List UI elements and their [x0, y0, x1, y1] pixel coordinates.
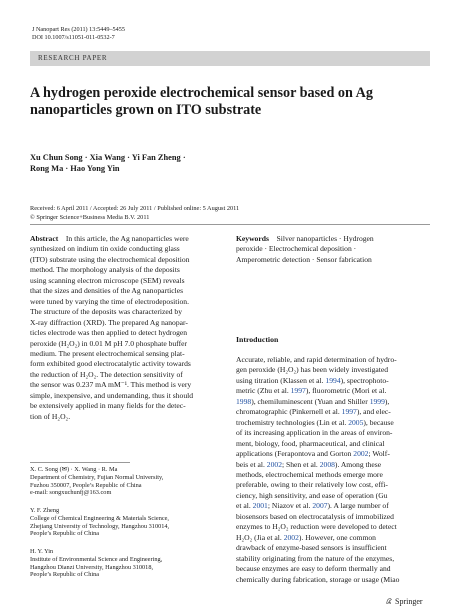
text-run: ; Niazov et al. — [267, 501, 313, 511]
introduction-line — [236, 428, 399, 438]
publisher-footer — [385, 597, 423, 606]
introduction-line — [236, 554, 399, 564]
abstract-line: peroxide (H₂O₂) in 0.01 M pH 7.0 phosphate buffer — [30, 338, 187, 348]
section-heading-introduction: Introduction — [236, 335, 279, 344]
text-run: ), fluorometric (Mori et al. — [305, 386, 387, 396]
citation-year: 2002 — [266, 459, 282, 469]
introduction-body — [236, 355, 399, 585]
affiliation-line: Zhejiang University of Technology, Hangzhou 310014, — [30, 522, 170, 530]
abstract-line: The structure of the deposits was characterized by — [30, 307, 183, 317]
header-divider — [30, 224, 430, 225]
affiliation-line: Y. F. Zheng — [30, 507, 60, 514]
abstract-line: the reduction of H₂O₂. The detection sensitivity of — [30, 369, 183, 379]
text-run: trochemistry technologies (Lin et al. — [236, 417, 349, 427]
text-run: gen peroxide (H₂O₂) has been widely investigated — [236, 365, 389, 375]
introduction-line — [236, 543, 399, 553]
text-run: ), — [384, 396, 390, 406]
introduction-line — [236, 512, 399, 522]
doi: DOI 10.1007/s11051-011-0532-7 — [32, 34, 115, 42]
authors-line-1: Xu Chun Song · Xia Wang · Yi Fan Zheng · — [30, 153, 186, 162]
article-type-label: RESEARCH PAPER — [38, 54, 108, 62]
affiliation-block — [30, 466, 163, 497]
affiliation-line: College of Chemical Engineering & Materials Science, — [30, 514, 170, 522]
introduction-line — [236, 386, 399, 396]
title-line-2: nanoparticles grown on ITO substrate — [30, 101, 262, 118]
affiliation-line: e-mail: songxuchunfj@163.com — [30, 489, 112, 497]
introduction-line — [236, 439, 399, 449]
text-run: biosensors based on electrocatalysis of immobilized — [236, 511, 394, 521]
affiliation-line: X. C. Song (✉) · X. Wang · R. Ma — [30, 466, 118, 473]
affiliation-line: Department of Chemistry, Fujian Normal University, — [30, 473, 164, 481]
title-line-1: A hydrogen peroxide electrochemical sensor based on Ag — [30, 85, 373, 101]
copyright: © Springer Science+Business Media B.V. 2011 — [30, 213, 150, 221]
keywords-line — [236, 234, 430, 244]
citation-year: 2002 — [353, 449, 369, 459]
text-run: because enzymes are easy to deform thermally and — [236, 564, 391, 574]
text-run: methods, electrochemical methods emerge more — [236, 469, 383, 479]
text-run: ), because — [363, 417, 394, 427]
abstract-line: simple, inexpensive, and undemanding, thus it should — [30, 390, 194, 400]
text-run: et al. — [236, 501, 253, 511]
affiliation-line: Institute of Environmental Science and Engineering, — [30, 555, 163, 563]
text-run: applications (Ferapontova and Gorton — [236, 449, 354, 459]
text-run: Accurate, reliable, and rapid determination of hydro- — [236, 355, 397, 364]
citation-year: 1997 — [341, 407, 357, 417]
left-column — [30, 234, 226, 422]
text-run: H₂O₂ (Jia et al. — [236, 532, 284, 542]
keywords-line: Amperometric detection · Sensor fabrication — [236, 254, 372, 264]
abstract-line: using scanning electron microscope (SEM) reveals — [30, 275, 185, 285]
introduction-line — [236, 470, 399, 480]
paper-title — [30, 85, 430, 118]
citation-year: 1994 — [325, 375, 341, 385]
abstract-line: the sensor was 0.237 mA mM⁻¹. This method is very — [30, 380, 192, 390]
affiliation-line: People’s Republic of China — [30, 571, 100, 579]
abstract-label: Abstract — [30, 234, 59, 243]
text-run: stability originating from the nature of the enzymes, — [236, 553, 395, 563]
abstract-line: were tuned by varying the time of electrodeposition. — [30, 296, 189, 306]
abstract-line: (ITO) substrate using the electrochemical deposition — [30, 254, 190, 264]
abstract-line: X-ray diffraction (XRD). The prepared Ag nanopar- — [30, 317, 188, 327]
authors-line-2: Rong Ma · Hao Yong Yin — [30, 164, 120, 173]
citation-year: 1999 — [369, 396, 385, 406]
text-run: chemically during fabrication, storage or usage (Miao — [236, 574, 400, 584]
text-run: ; Wolf- — [368, 449, 390, 459]
affiliation-line: H. Y. Yin — [30, 548, 54, 555]
right-column — [236, 234, 430, 265]
text-run: enzymes to H₂O₂ reduction were developed to detect — [236, 522, 397, 532]
text-run: ), spectrophoto- — [340, 375, 389, 385]
abstract-line: tion of H₂O₂. — [30, 411, 71, 421]
citation-year: 2007 — [312, 501, 328, 511]
affiliation-line: People’s Republic of China — [30, 530, 100, 538]
text-run: ment, biology, food, pharmaceutical, and clinical — [236, 438, 385, 448]
citation-year: 1998 — [236, 396, 252, 406]
publisher-name: Springer — [395, 597, 423, 606]
text-run: chromatographic (Pinkernell et al. — [236, 407, 342, 417]
keywords — [236, 234, 430, 265]
text-run: beis et al. — [236, 459, 267, 469]
abstract-line: form exhibited good electrocatalytic activity towards — [30, 359, 191, 369]
affiliation-divider — [30, 462, 130, 463]
text-run: ), chemiluminescent (Yuan and Shiller — [251, 396, 370, 406]
introduction-line — [236, 522, 399, 532]
journal-citation: J Nanopart Res (2011) 13:5449–5455 — [32, 26, 125, 33]
introduction-line — [236, 376, 399, 386]
affiliation-block — [30, 507, 169, 538]
affiliation-line: Fuzhou 350007, People’s Republic of China — [30, 481, 142, 489]
text-run: metric (Zhu et al. — [236, 386, 291, 396]
introduction-line — [236, 575, 399, 585]
abstract — [30, 234, 226, 422]
introduction-line — [236, 355, 399, 365]
author-list — [30, 152, 186, 174]
keywords-label: Keywords — [236, 234, 269, 243]
abstract-line: that the sizes and densities of the Ag nanoparticles — [30, 286, 184, 296]
text-run: preferable, owing to their relatively low cost, effi- — [236, 480, 388, 490]
publication-history — [30, 205, 239, 222]
introduction-line — [236, 449, 399, 459]
dates: Received: 6 April 2011 / Accepted: 26 July 2011 / Published online: 5 August 2011 — [30, 205, 240, 212]
citation-year: 2001 — [252, 501, 268, 511]
keywords-line: peroxide · Electrochemical deposition · — [236, 244, 357, 254]
introduction-line — [236, 407, 399, 417]
introduction-line — [236, 397, 399, 407]
text-run: ciency, high sensitivity, and ease of operation (Gu — [236, 490, 388, 500]
abstract-line: method. The morphology analysis of the deposits — [30, 265, 180, 275]
introduction-line — [236, 365, 399, 375]
abstract-line: medium. The present electrochemical sensing plat- — [30, 348, 185, 358]
introduction-line — [236, 564, 399, 574]
citation-year: 1997 — [290, 386, 306, 396]
introduction-line — [236, 480, 399, 490]
journal-header — [32, 26, 125, 43]
abstract-line — [30, 234, 226, 244]
introduction-line — [236, 501, 399, 511]
introduction-line — [236, 533, 399, 543]
article-type-banner — [30, 51, 430, 66]
citation-year: 2008 — [319, 459, 335, 469]
introduction-line — [236, 418, 399, 428]
introduction-line — [236, 460, 399, 470]
abstract-line: ticles electrode was then applied to detect hydrogen — [30, 328, 188, 338]
text-run: ). A large number of — [327, 501, 389, 511]
text-run: ). However, one common — [298, 532, 376, 542]
text-run: ), and elec- — [356, 407, 391, 417]
abstract-text: In this article, the Ag nanoparticles were — [58, 234, 189, 243]
text-run: using titration (Klassen et al. — [236, 375, 326, 385]
introduction-line — [236, 491, 399, 501]
text-run: of its increasing application in the areas of environ- — [236, 428, 393, 438]
citation-year: 2005 — [348, 417, 364, 427]
text-run: ; Shen et al. — [281, 459, 320, 469]
text-run: drawback of enzyme-based sensors is insufficient — [236, 543, 387, 553]
abstract-line: be extensively applied in many fields for the detec- — [30, 401, 186, 411]
abstract-line: synthesized on indium tin oxide conducting glass — [30, 244, 180, 254]
citation-year: 2002 — [283, 532, 299, 542]
text-run: ). Among these — [334, 459, 382, 469]
springer-horse-icon — [385, 597, 393, 605]
affiliation-line: Hangzhou Dianzi University, Hangzhou 310018, — [30, 563, 154, 571]
affiliation-block — [30, 548, 162, 579]
keywords-text: Silver nanoparticles · Hydrogen — [268, 234, 374, 243]
